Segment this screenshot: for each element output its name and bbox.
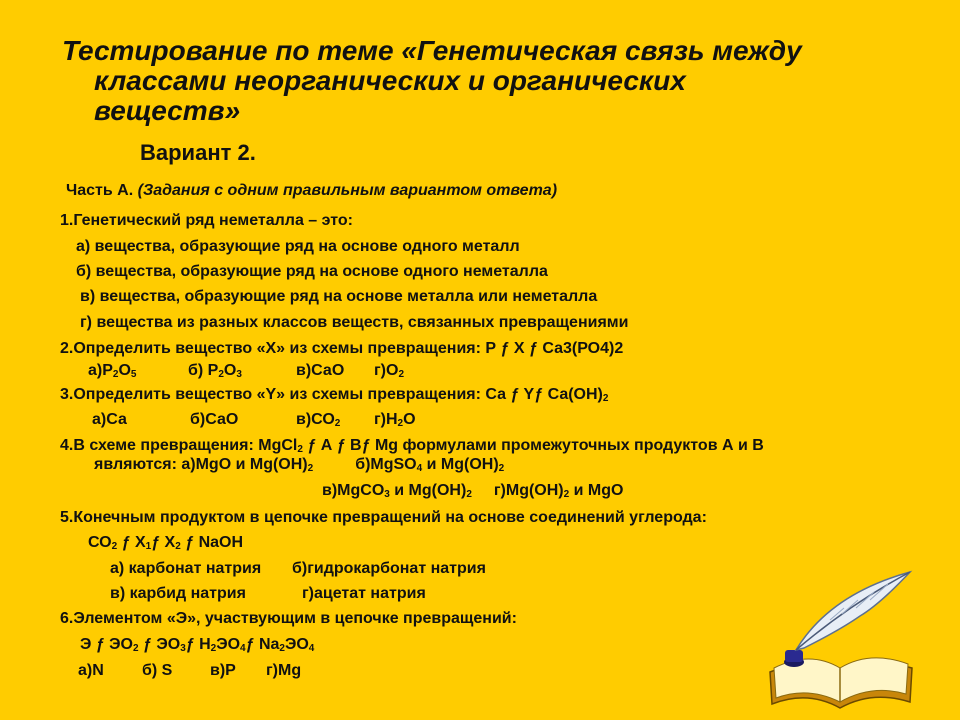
q5-question: 5.Конечным продуктом в цепочке превращений на основе соединений углерода: bbox=[60, 509, 707, 526]
q5-option-a: а) карбонат натрия bbox=[110, 560, 262, 577]
q4-options-line-2: в)MgCO$_3$ и $Mg(OH)_2$ $г)Mg(OH)_2$ и MgO bbox=[322, 482, 624, 500]
title-line-2: классами неорганических и органических bbox=[94, 65, 686, 96]
q1-option-c: в) вещества, образующие ряд на основе металла или неметалла bbox=[80, 288, 598, 305]
title-line-1: Тестирование по теме «Генетическая связь между bbox=[62, 35, 802, 66]
q3-option-a: а)Са bbox=[92, 411, 127, 428]
slide-title bbox=[62, 36, 922, 126]
q6-question: 6.Элементом «Э», участвующим в цепочке превращений: bbox=[60, 610, 517, 627]
q6-option-a: а)N bbox=[78, 662, 104, 679]
q2-question: 2.Определить вещество «Х» из схемы превращения: Р ƒ Х ƒ Са3(РО4)2 bbox=[60, 340, 624, 357]
title-line-3: веществ» bbox=[94, 95, 241, 126]
q5-option-b: б)гидрокарбонат натрия bbox=[292, 560, 486, 577]
q3-option-d: $г)Н_2О$ bbox=[374, 411, 416, 429]
q1-option-d: г) вещества из разных классов веществ, связанных превращениями bbox=[80, 314, 629, 331]
q2-option-c: в)СаО bbox=[296, 362, 345, 379]
q4-options-line-1: являются: а)MgO и $Mg(OH)_2$ б)MgSO$_4$ и $Mg(OH)_2$ bbox=[94, 456, 505, 474]
q4-question: 4.В схеме превращения: MgCl$_2$ ƒ А ƒ Вƒ Mg формулами промежуточных продуктов А и В bbox=[60, 437, 764, 455]
q6-option-b: б) S bbox=[142, 662, 173, 679]
q3-option-c: $в)СО_2$ bbox=[296, 411, 341, 429]
q6-option-d: г)Mg bbox=[266, 662, 302, 679]
q2-option-a: $а)Р_2О_5$ bbox=[88, 362, 137, 380]
q5-option-d: г)ацетат натрия bbox=[302, 585, 426, 602]
q1-option-b: б) вещества, образующие ряд на основе одного неметалла bbox=[76, 263, 548, 280]
q1-option-a: а) вещества, образующие ряд на основе одного металл bbox=[76, 238, 520, 255]
q2-option-b: б) $Р_2О_3$ bbox=[188, 362, 242, 380]
part-note: (Задания с одним правильным вариантом ответа) bbox=[137, 182, 558, 199]
q2-option-d: $г)О_2$ bbox=[374, 362, 404, 380]
part-a-heading bbox=[66, 182, 557, 200]
q5-chain: $СО_2$ ƒ $Х_1ƒ$ $Х_2$ ƒ NaOH bbox=[88, 534, 244, 552]
q6-option-c: в)Р bbox=[210, 662, 236, 679]
q3-option-b: б)СаО bbox=[190, 411, 239, 428]
variant-heading: Вариант 2. bbox=[140, 140, 256, 165]
q1-question: 1.Генетический ряд неметалла – это: bbox=[60, 212, 353, 229]
q3-question: 3.Определить вещество «Y» из схемы превращения: Са ƒ Yƒ $Са(ОН)_2$ bbox=[60, 386, 609, 404]
part-label: Часть А. bbox=[66, 182, 134, 199]
q5-option-c: в) карбид натрия bbox=[110, 585, 246, 602]
q6-chain: Э ƒ $ЭО_2$ ƒ $ЭО_3ƒ$ $Н_2ЭО_4ƒ$ $Na_2ЭО_4$ bbox=[80, 636, 315, 654]
quill-book-icon bbox=[760, 564, 920, 714]
